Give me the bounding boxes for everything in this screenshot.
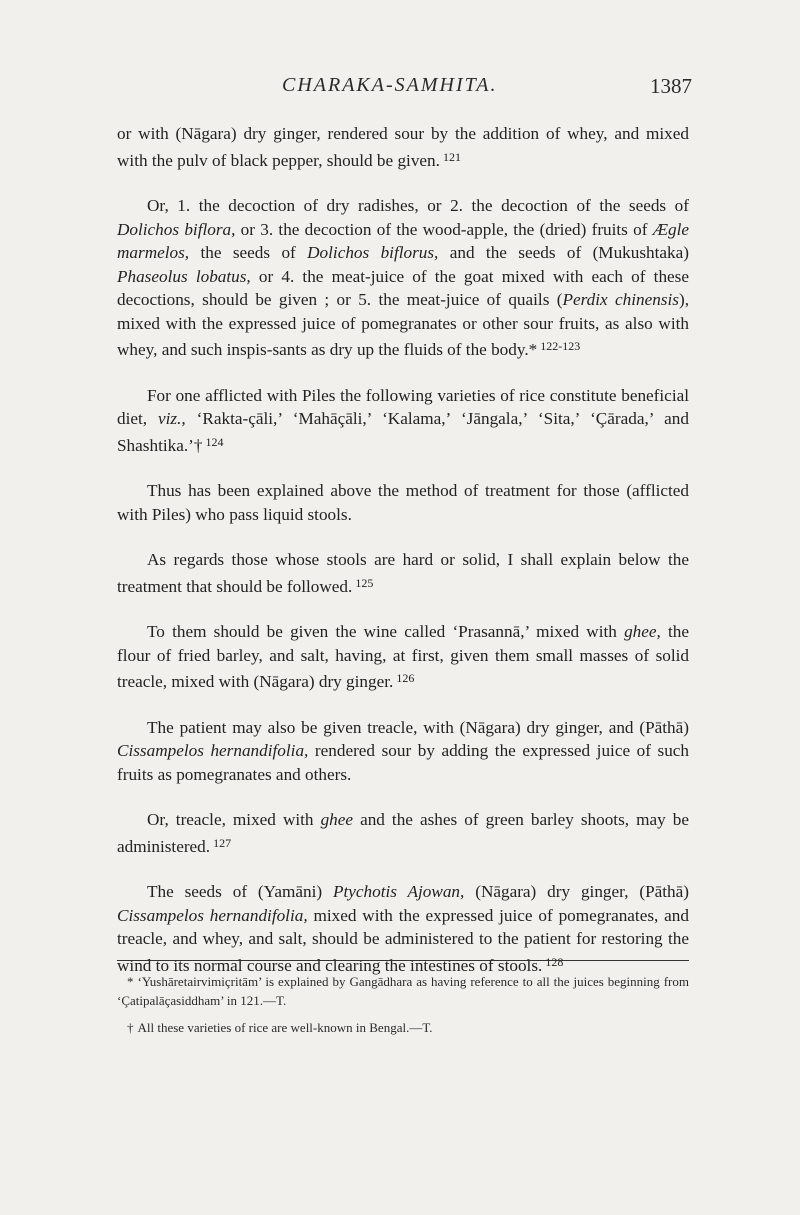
footnote-text: ‘Yushāretairvimiçritām’ is explained by Gangādhara as having reference to all the juices beginning from ‘Çatipalāçasiddham’ in 121.—T.: [117, 974, 689, 1008]
paragraph: [117, 716, 689, 787]
italic-term: Perdix chinensis: [562, 290, 679, 309]
text-run: For one afflicted with Piles the following varieties of rice constitute beneficial diet,: [117, 385, 689, 428]
footnote: [117, 972, 689, 1010]
text-run: mixed with the expressed juice of pomegranates, and treacle, and whey, and salt, should be administered to the patient for restoring the wind to its normal course and clearing the intestines of stools.: [117, 905, 689, 975]
verse-number: 122-123: [540, 339, 581, 353]
verse-number: 121: [442, 149, 461, 164]
page-number: 1387: [650, 74, 692, 98]
footnote-mark: †: [127, 1020, 134, 1035]
footnote-text: All these varieties of rice are well-known in Bengal.—T.: [137, 1020, 433, 1035]
text-run: Thus has been explained above the method of treatment for those (afflicted with Piles) who pass liquid stools.: [117, 481, 689, 524]
paragraph: [117, 122, 689, 172]
footnote: [117, 1018, 689, 1037]
text-run: or 4. the meat-juice of the goat mixed with each of these decoctions, should be given ; or 5. the meat-juice of quails (: [117, 266, 689, 309]
text-run: rendered sour by adding the expressed juice of such fruits as pomegranates and others.: [117, 741, 690, 784]
paragraph: [117, 384, 689, 458]
verse-number: 126: [396, 671, 415, 685]
paragraph: [117, 620, 689, 694]
footnotes: [117, 972, 689, 1045]
text-run: As regards those whose stools are hard or solid, I shall explain below the treatment that should be followed.: [117, 550, 689, 596]
text-run: To them should be given the wine called ‘Prasannā,’ mixed with: [147, 622, 625, 641]
italic-term: Dolichos biflorus,: [307, 243, 439, 262]
italic-term: Dolichos biflora,: [117, 219, 236, 239]
italic-term: Ptychotis Ajowan,: [332, 882, 465, 901]
paragraph: [117, 548, 689, 598]
paragraph: [117, 479, 689, 526]
verse-number: 127: [213, 835, 232, 850]
italic-term: Cissampelos hernandifolia,: [117, 741, 309, 760]
text-run: or with (Nāgara) dry ginger, rendered sour by the addition of whey, and mixed with the pulv of black pepper, should be given.: [117, 124, 689, 170]
text-run: and the ashes of green barley shoots, may be administered.: [117, 810, 689, 856]
text-run: Or, 1. the decoction of dry radishes, or 2. the decoction of the seeds of: [147, 196, 689, 215]
verse-number: 125: [355, 575, 374, 590]
italic-term: viz.,: [158, 409, 186, 428]
italic-term: ghee,: [624, 622, 661, 641]
running-title: CHARAKA-SAMHITA.: [282, 74, 498, 96]
text-run: ‘Rakta-çāli,’ ‘Mahāçāli,’ ‘Kalama,’ ‘Jāngala,’ ‘Sita,’ ‘Çārada,’ and Shashtika.’†: [117, 409, 689, 455]
italic-term: ghee: [320, 810, 354, 829]
running-header: [0, 74, 800, 104]
main-text: [117, 122, 689, 999]
paragraph: [117, 194, 689, 362]
italic-term: Phaseolus lobatus,: [117, 266, 251, 286]
italic-term: Cissampelos hernandifolia,: [117, 905, 308, 925]
italic-term: Ægle marmelos,: [117, 219, 689, 262]
text-run: (Nāgara) dry ginger, (Pāthā): [464, 882, 690, 901]
paragraph: [117, 880, 689, 977]
text-run: Or, treacle, mixed with: [147, 810, 321, 829]
text-run: ), mixed with the expressed juice of pomegranates or other sour fruits, as also with whey, and such inspis-sants as dry up the fluids of the body.*: [117, 290, 689, 359]
text-run: the seeds of: [189, 243, 308, 262]
footnote-rule: [117, 960, 689, 961]
text-run: or 3. the decoction of the wood-apple, the (dried) fruits of: [235, 219, 653, 239]
text-run: The seeds of (Yamāni): [147, 882, 333, 901]
verse-number: 128: [545, 954, 564, 969]
paragraph: [117, 808, 689, 858]
footnote-mark: *: [127, 974, 134, 989]
text-run: the flour of fried barley, and salt, having, at first, given them small masses of solid treacle, mixed with (Nāgara) dry ginger.: [117, 622, 689, 691]
text-run: and the seeds of (Mukushtaka): [438, 243, 690, 262]
text-run: The patient may also be given treacle, with (Nāgara) dry ginger, and (Pāthā): [147, 717, 689, 737]
verse-number: 124: [205, 434, 224, 449]
